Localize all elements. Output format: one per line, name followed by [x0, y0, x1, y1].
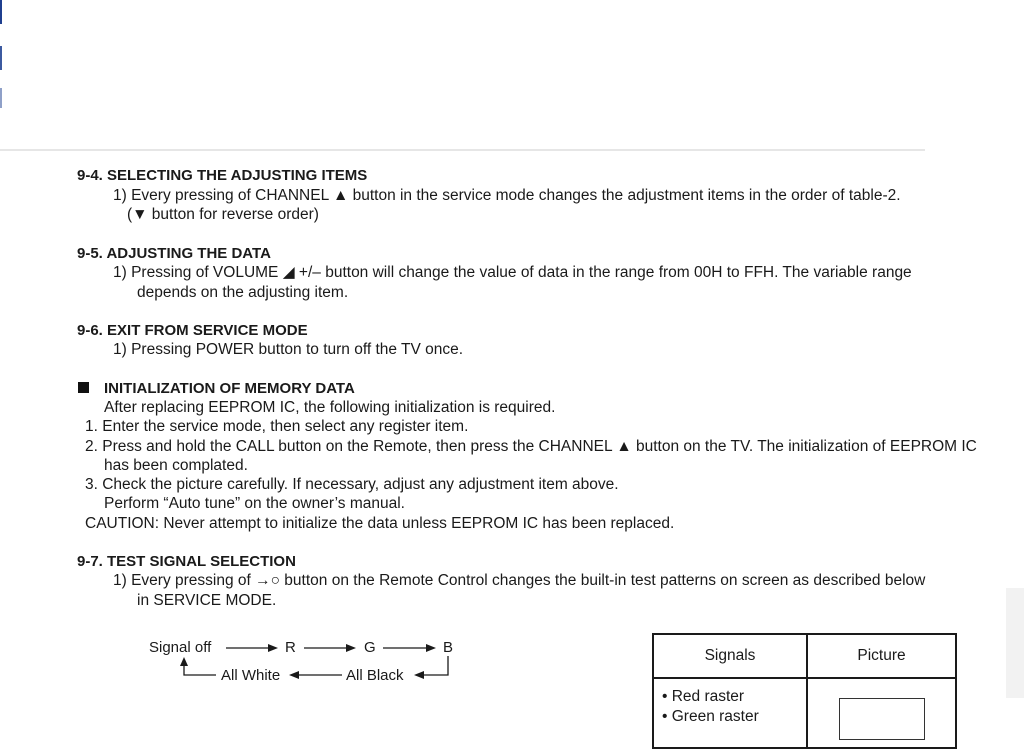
arrow-white-to-off	[184, 665, 216, 675]
section-9-7-heading: 9-7. TEST SIGNAL SELECTION	[77, 553, 296, 570]
section-9-6-line1: 1) Pressing POWER button to turn off the TV once.	[113, 341, 464, 358]
arrowhead-icon	[426, 644, 436, 652]
picture-cell	[807, 678, 956, 748]
init-step-3b: Perform “Auto tune” on the owner’s manual.	[104, 495, 405, 512]
arrowhead-icon	[289, 671, 299, 679]
signal-item: • Red raster	[662, 688, 745, 705]
section-9-6-heading: 9-6. EXIT FROM SERVICE MODE	[77, 322, 308, 339]
init-step-2b: has been complated.	[104, 457, 248, 474]
flow-signal-off: Signal off	[149, 639, 212, 656]
flow-r: R	[285, 639, 296, 656]
section-9-5-heading: 9-5. ADJUSTING THE DATA	[77, 245, 271, 262]
init-intro: After replacing EEPROM IC, the following initialization is required.	[104, 399, 556, 416]
arrow-b-to-black	[424, 656, 448, 675]
section-9-5-line1: 1) Pressing of VOLUME ◢ +/– button will change the value of data in the range from 00H to FFH. The variable range	[113, 264, 912, 281]
section-9-4-heading: 9-4. SELECTING THE ADJUSTING ITEMS	[77, 167, 368, 184]
signals-cell	[653, 678, 807, 748]
section-9-7-line2: in SERVICE MODE.	[137, 592, 277, 609]
signals-table	[652, 633, 957, 749]
flow-g: G	[364, 639, 376, 656]
arrowhead-icon	[268, 644, 278, 652]
init-caution: CAUTION: Never attempt to initialize the data unless EEPROM IC has been replaced.	[85, 515, 675, 532]
init-heading: INITIALIZATION OF MEMORY DATA	[104, 380, 355, 397]
init-step-1: 1. Enter the service mode, then select any register item.	[85, 418, 469, 435]
arrowhead-icon	[414, 671, 424, 679]
table-header-row	[653, 634, 956, 678]
flow-b: B	[443, 639, 454, 656]
signal-item: • Green raster	[662, 708, 759, 725]
col-signals-header: Signals	[653, 634, 807, 678]
arrowhead-icon	[180, 657, 188, 666]
init-step-3a: 3. Check the picture carefully. If necessary, adjust any adjustment item above.	[85, 476, 619, 493]
col-picture-header: Picture	[807, 634, 956, 678]
arrowhead-icon	[346, 644, 356, 652]
table-row	[653, 678, 956, 748]
section-9-5-line2: depends on the adjusting item.	[137, 284, 349, 301]
flow-all-black: All Black	[346, 667, 404, 684]
section-9-4-line1: 1) Every pressing of CHANNEL ▲ button in the service mode changes the adjustment items in the order of table-2.	[113, 187, 901, 204]
raster-picture-icon	[839, 698, 925, 740]
section-9-4-line2: (▼ button for reverse order)	[127, 206, 319, 223]
flow-all-white: All White	[221, 667, 281, 684]
section-9-7-line1: 1) Every pressing of →○ button on the Remote Control changes the built-in test patterns on screen as described below	[113, 572, 926, 589]
init-step-2a: 2. Press and hold the CALL button on the Remote, then press the CHANNEL ▲ button on the TV. The initialization of EEPROM IC	[85, 438, 977, 455]
